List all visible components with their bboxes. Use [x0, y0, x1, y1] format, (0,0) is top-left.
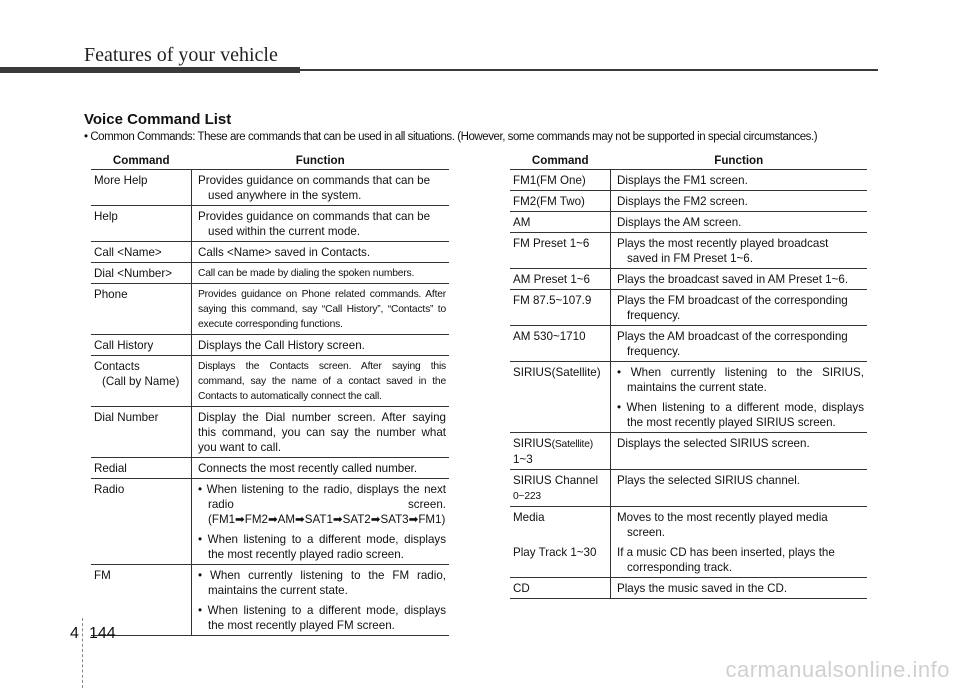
command-cell: Redial	[91, 458, 192, 479]
command-cell: Phone	[91, 284, 192, 335]
command-cell: FM	[91, 565, 192, 636]
column-header-command: Command	[510, 151, 611, 170]
function-cell: Call can be made by dialing the spoken numbers.	[192, 263, 450, 284]
function-cell: Plays the most recently played broadcast saved in FM Preset 1~6.	[611, 233, 868, 269]
function-cell: Plays the broadcast saved in AM Preset 1~6.	[611, 269, 868, 290]
command-cell: CD	[510, 578, 611, 599]
left-command-table	[91, 151, 449, 636]
function-cell: • When currently listening to the FM radio, maintains the current state. • When listening to a different mode, displays the most recently played FM screen.	[192, 565, 450, 636]
function-cell: Displays the FM1 screen.	[611, 170, 868, 191]
table-header-row	[91, 151, 449, 170]
command-cell: FM2(FM Two)	[510, 191, 611, 212]
page-header-title: Features of your vehicle	[84, 44, 278, 66]
command-cell: More Help	[91, 170, 192, 206]
section-number: 4	[70, 625, 79, 642]
command-cell: Call <Name>	[91, 242, 192, 263]
footer-divider	[82, 618, 84, 688]
table-row	[91, 170, 449, 206]
table-header-row	[510, 151, 867, 170]
table-row	[91, 284, 449, 335]
command-cell: Dial <Number>	[91, 263, 192, 284]
table-row	[510, 470, 867, 507]
table-row	[91, 263, 449, 284]
function-cell: Provides guidance on Phone related commands. After saying this command, say “Call History”, “Contacts” to execute corresponding functions.	[192, 284, 450, 335]
command-cell: SIRIUS(Satellite)	[510, 362, 611, 433]
command-cell: AM	[510, 212, 611, 233]
table-row	[91, 479, 449, 565]
command-cell: FM 87.5~107.9	[510, 290, 611, 326]
table-row	[91, 242, 449, 263]
function-cell: Displays the selected SIRIUS screen.	[611, 433, 868, 470]
table-row	[510, 578, 867, 599]
function-cell: Plays the music saved in the CD.	[611, 578, 868, 599]
table-row	[510, 290, 867, 326]
header-rule-thin	[300, 69, 878, 71]
function-cell: • When currently listening to the SIRIUS, maintains the current state. • When listening to a different mode, displays the most recently played SIRIUS screen.	[611, 362, 868, 433]
function-cell: Displays the AM screen.	[611, 212, 868, 233]
command-cell: Dial Number	[91, 407, 192, 458]
intro-text: • Common Commands: These are commands that can be used in all situations. (However, some commands may not be supported in special circumstances.)	[84, 131, 818, 143]
table-row	[510, 170, 867, 191]
function-cell: Plays the FM broadcast of the corresponding frequency.	[611, 290, 868, 326]
command-cell: Media	[513, 511, 545, 524]
header-rule-thick	[0, 67, 300, 73]
function-cell: Connects the most recently called number.	[192, 458, 450, 479]
function-cell: If a music CD has been inserted, plays the corresponding track.	[611, 542, 868, 578]
column-header-command: Command	[91, 151, 192, 170]
table-row	[510, 326, 867, 362]
table-row	[510, 233, 867, 269]
section-title: Voice Command List	[84, 111, 232, 128]
table-row	[510, 212, 867, 233]
command-cell: SIRIUS Channel 0~223	[510, 470, 611, 507]
table-row	[510, 269, 867, 290]
command-cell: AM 530~1710	[510, 326, 611, 362]
function-cell: • When listening to the radio, displays the next radio screen. (FM1➡FM2➡AM➡SAT1➡SAT2➡SAT3➡FM1) • When listening to a different mode, displays the most recently played radio screen.	[192, 479, 450, 565]
column-header-function: Function	[611, 151, 868, 170]
table-row	[91, 356, 449, 407]
command-cell: Call History	[91, 335, 192, 356]
command-cell: FM Preset 1~6	[510, 233, 611, 269]
command-cell: Contacts (Call by Name)	[91, 356, 192, 407]
command-cell: AM Preset 1~6	[510, 269, 611, 290]
function-cell: Plays the AM broadcast of the corresponding frequency.	[611, 326, 868, 362]
table-row	[91, 565, 449, 636]
table-row	[91, 335, 449, 356]
command-cell: SIRIUS(Satellite) 1~3	[510, 433, 611, 470]
function-cell: Displays the Contacts screen. After saying this command, say the name of a contact saved in the Contacts to automatically connect the call.	[192, 356, 450, 407]
function-cell: Moves to the most recently played media screen.	[611, 507, 868, 543]
command-cell: Radio	[91, 479, 192, 565]
function-cell: Provides guidance on commands that can be used within the current mode.	[192, 206, 450, 242]
page-number: 144	[89, 625, 116, 642]
function-cell: Plays the selected SIRIUS channel.	[611, 470, 868, 507]
command-cell: Help	[91, 206, 192, 242]
function-cell: Display the Dial number screen. After saying this command, you can say the number what you want to call.	[192, 407, 450, 458]
function-cell: Provides guidance on commands that can be used anywhere in the system.	[192, 170, 450, 206]
function-cell: Displays the Call History screen.	[192, 335, 450, 356]
table-row	[91, 407, 449, 458]
watermark-text: carmanualsonline.info	[725, 657, 950, 682]
table-row	[510, 362, 867, 433]
table-row	[91, 458, 449, 479]
table-row	[510, 191, 867, 212]
function-cell: Displays the FM2 screen.	[611, 191, 868, 212]
table-row	[510, 433, 867, 470]
table-row	[91, 206, 449, 242]
function-cell: Calls <Name> saved in Contacts.	[192, 242, 450, 263]
table-row	[510, 542, 867, 578]
column-header-function: Function	[192, 151, 450, 170]
table-row	[510, 507, 867, 543]
command-cell: FM1(FM One)	[510, 170, 611, 191]
right-command-table	[510, 151, 867, 599]
command-cell: Play Track 1~30	[510, 542, 611, 578]
